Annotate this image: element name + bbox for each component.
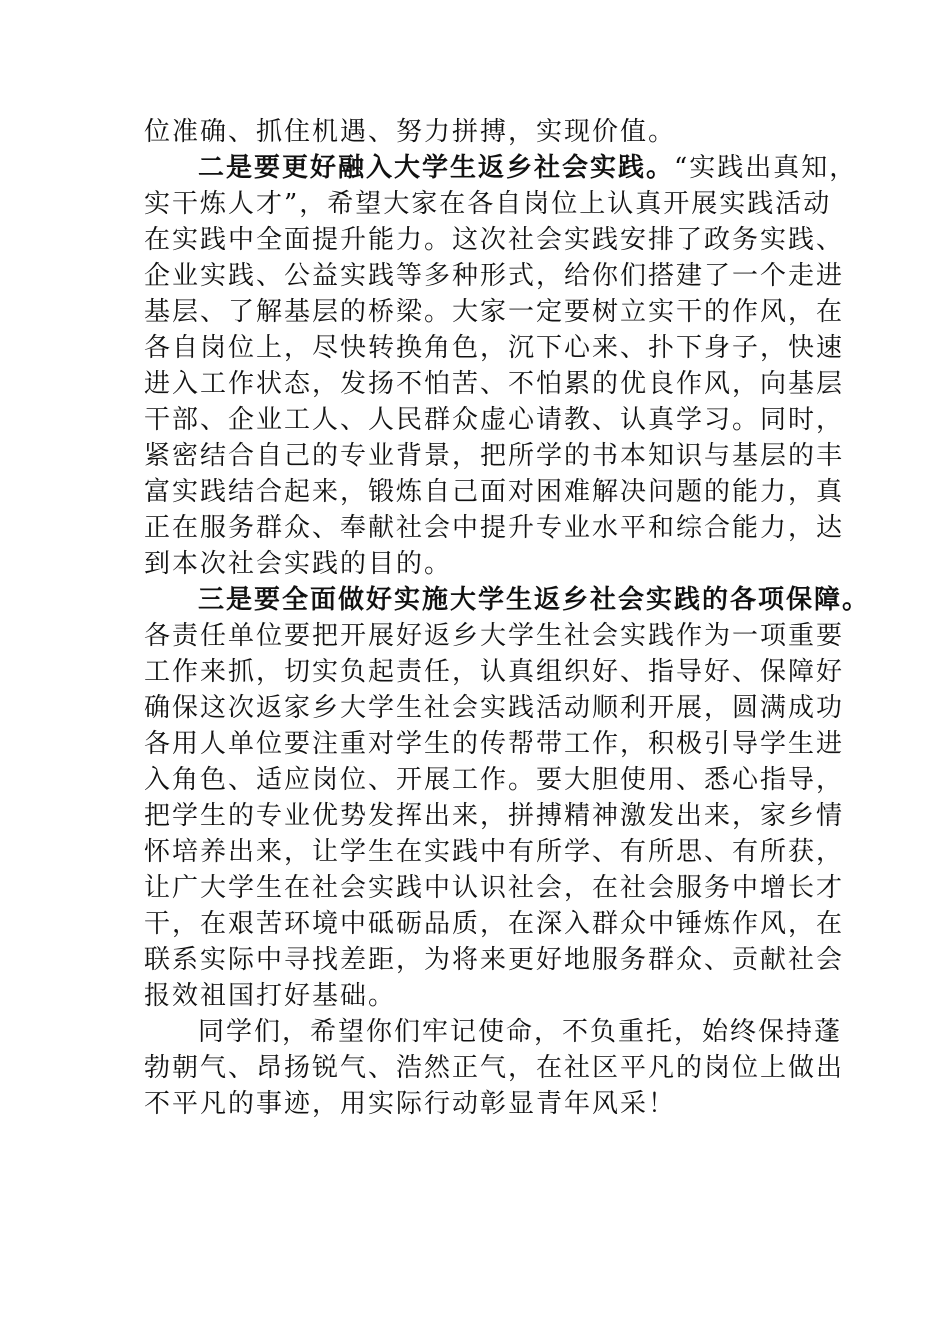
text-line <box>144 366 845 402</box>
text-line <box>144 1050 845 1086</box>
text-line <box>144 438 845 474</box>
text-line <box>144 510 845 546</box>
text-line <box>144 762 845 798</box>
line-text: 干，在艰苦环境中砥砺品质，在深入群众中锤炼作风，在 <box>144 909 845 939</box>
line-text: 实干炼人才”，希望大家在各自岗位上认真开展实践活动 <box>144 189 832 219</box>
line-text: 各用人单位要注重对学生的传帮带工作，积极引导学生进 <box>144 729 845 759</box>
text-line <box>144 402 845 438</box>
text-line <box>144 654 845 690</box>
text-line <box>144 834 845 870</box>
line-text: 正在服务群众、奉献社会中提升专业水平和综合能力，达 <box>144 513 845 543</box>
text-line <box>144 726 845 762</box>
text-line <box>144 258 845 294</box>
text-line <box>144 906 845 942</box>
line-text: 企业实践、公益实践等多种形式，给你们搭建了一个走进 <box>144 261 845 291</box>
text-line <box>144 1086 824 1122</box>
line-text: 确保这次返家乡大学生社会实践活动顺利开展，圆满成功 <box>144 693 845 723</box>
text-line <box>144 870 845 906</box>
line-text: 富实践结合起来，锻炼自己面对困难解决问题的能力，真 <box>144 477 845 507</box>
line-text: 进入工作状态，发扬不怕苦、不怕累的优良作风，向基层 <box>144 369 845 399</box>
line-text: 同学们，希望你们牢记使命，不负重托，始终保持蓬 <box>198 1017 843 1047</box>
line-text: 紧密结合自己的专业背景，把所学的书本知识与基层的丰 <box>144 441 845 471</box>
line-text: 怀培养出来，让学生在实践中有所学、有所思、有所获， <box>144 837 845 867</box>
line-text: 在实践中全面提升能力。这次社会实践安排了政务实践、 <box>144 225 845 255</box>
text-line <box>144 618 845 654</box>
line-text: 把学生的专业优势发挥出来，拼搏精神激发出来，家乡情 <box>144 801 845 831</box>
line-text: 各自岗位上，尽快转换角色，沉下心来、扑下身子，快速 <box>144 333 845 363</box>
line-text: 入角色、适应岗位、开展工作。要大胆使用、悉心指导， <box>144 765 845 795</box>
text-line <box>144 546 824 582</box>
text-line <box>144 582 871 618</box>
line-text: 勃朝气、昂扬锐气、浩然正气，在社区平凡的岗位上做出 <box>144 1053 845 1083</box>
text-line <box>144 798 845 834</box>
line-text: 报效祖国打好基础。 <box>144 981 397 1011</box>
line-text: “实践出真知， <box>674 153 858 183</box>
line-text: 干部、企业工人、人民群众虚心请教、认真学习。同时， <box>144 405 845 435</box>
text-line <box>144 1014 843 1050</box>
text-line <box>144 150 858 186</box>
line-text: 联系实际中寻找差距，为将来更好地服务群众、贡献社会 <box>144 945 845 975</box>
text-line <box>144 690 845 726</box>
line-text: 基层、了解基层的桥梁。大家一定要树立实干的作风，在 <box>144 297 845 327</box>
text-line <box>144 330 845 366</box>
text-line <box>144 186 832 222</box>
text-line <box>144 474 845 510</box>
bold-heading: 二是要更好融入大学生返乡社会实践。 <box>198 153 675 183</box>
line-text: 工作来抓，切实负起责任，认真组织好、指导好、保障好 <box>144 657 845 687</box>
document-body <box>144 114 871 1122</box>
text-line <box>144 294 845 330</box>
line-text: 到本次社会实践的目的。 <box>144 549 453 579</box>
line-text: 让广大学生在社会实践中认识社会，在社会服务中增长才 <box>144 873 845 903</box>
text-line <box>144 942 845 978</box>
text-line <box>144 222 845 258</box>
bold-heading: 三是要全面做好实施大学生返乡社会实践的各项保障。 <box>198 585 871 615</box>
line-text: 不平凡的事迹，用实际行动彰显青年风采！ <box>144 1089 677 1119</box>
line-text: 位准确、抓住机遇、努力拼搏，实现价值。 <box>144 117 677 147</box>
text-line <box>144 978 824 1014</box>
line-text: 各责任单位要把开展好返乡大学生社会实践作为一项重要 <box>144 621 845 651</box>
text-line <box>144 114 824 150</box>
